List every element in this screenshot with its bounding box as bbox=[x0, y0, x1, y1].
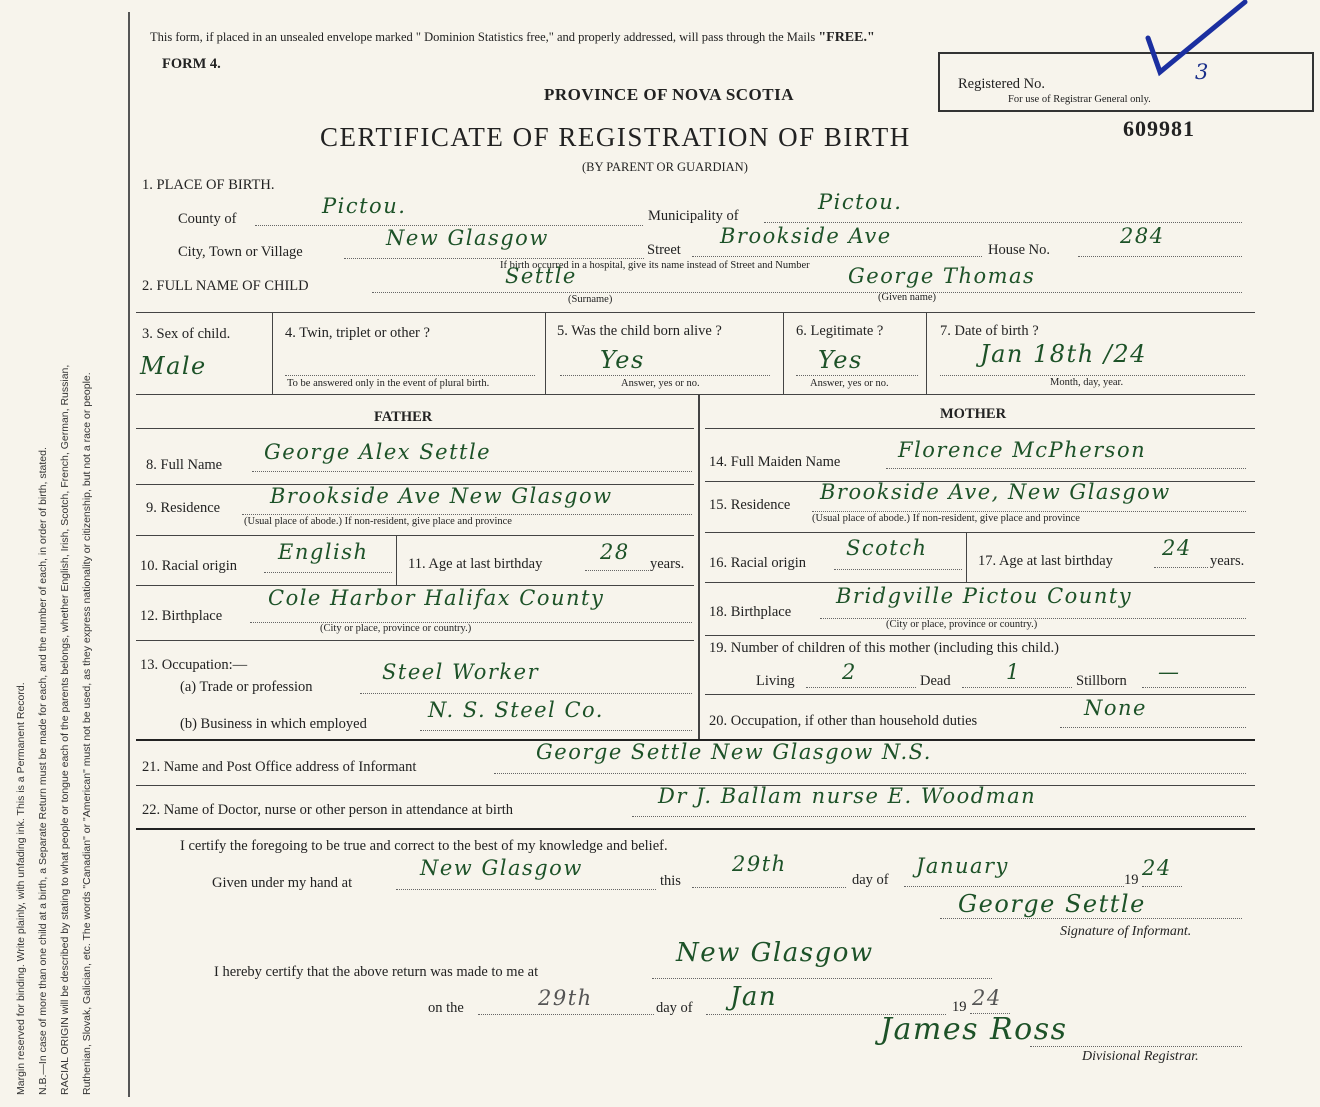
father-residence-note: (Usual place of abode.) If non-resident, give place and province bbox=[244, 516, 512, 527]
city-label: City, Town or Village bbox=[178, 244, 303, 260]
margin-note-1: Margin reserved for binding. Write plainly, with unfading ink. This is a Permanent Record. bbox=[15, 682, 27, 1095]
mother-heading: MOTHER bbox=[940, 406, 1007, 422]
mother-occupation-label: 20. Occupation, if other than household duties bbox=[709, 713, 978, 729]
county-label: County of bbox=[178, 211, 237, 227]
informant-signature-label: Signature of Informant. bbox=[1060, 924, 1192, 939]
municipality-label: Municipality of bbox=[648, 208, 739, 224]
registrar-day-of-label: day of bbox=[656, 1000, 693, 1016]
county-value: Pictou. bbox=[322, 194, 407, 218]
stillborn-label: Stillborn bbox=[1076, 673, 1127, 689]
certificate-title: CERTIFICATE OF REGISTRATION OF BIRTH bbox=[320, 122, 911, 152]
living-value: 2 bbox=[842, 660, 857, 684]
margin-note-4: Ruthenian, Slovak, Galician, etc. The words "Canadian" or "American" must not be used, as they express nationality or citizenship, but not a race or people. bbox=[81, 372, 93, 1095]
mail-notice: This form, if placed in an unsealed envelope marked " Dominion Statistics free," and properly addressed, will pass through the Mails "FREE." bbox=[150, 30, 875, 45]
child-surname: Settle bbox=[505, 264, 577, 288]
mother-name-label: 14. Full Maiden Name bbox=[709, 454, 841, 470]
date-of-birth-value: Jan 18th /24 bbox=[980, 340, 1147, 368]
registrar-day-value: 29th bbox=[538, 986, 593, 1010]
business-value: N. S. Steel Co. bbox=[428, 698, 604, 722]
father-age-label: 11. Age at last birthday bbox=[408, 556, 543, 572]
place-of-birth-label: 1. PLACE OF BIRTH. bbox=[142, 177, 275, 193]
mother-residence-note: (Usual place of abode.) If non-resident, give place and province bbox=[812, 513, 1080, 524]
certify-statement: I certify the foregoing to be true and correct to the best of my knowledge and belief. bbox=[180, 838, 668, 854]
father-birthplace-note: (City or place, province or country.) bbox=[320, 623, 472, 634]
registrar-signature-label: Divisional Registrar. bbox=[1082, 1049, 1199, 1064]
father-birthplace-label: 12. Birthplace bbox=[140, 608, 223, 624]
this-label: this bbox=[660, 873, 681, 889]
born-alive-value: Yes bbox=[600, 346, 645, 374]
registrar-statement: I hereby certify that the above return was made to me at bbox=[214, 964, 539, 980]
mother-age-value: 24 bbox=[1162, 536, 1192, 560]
blue-check-mark bbox=[1140, 0, 1250, 85]
twin-label: 4. Twin, triplet or other ? bbox=[285, 325, 430, 341]
father-years: years. bbox=[650, 556, 685, 572]
informant-value: George Settle New Glasgow N.S. bbox=[536, 740, 932, 764]
city-value: New Glasgow bbox=[386, 226, 549, 250]
registrar-year-value: 24 bbox=[972, 986, 1002, 1010]
mother-residence-label: 15. Residence bbox=[709, 497, 791, 513]
father-residence-value: Brookside Ave New Glasgow bbox=[270, 484, 613, 508]
margin-notes bbox=[10, 15, 98, 1095]
stillborn-value: — bbox=[1158, 660, 1181, 684]
registered-number-box bbox=[938, 52, 1314, 112]
dead-value: 1 bbox=[1006, 660, 1021, 684]
father-race-label: 10. Racial origin bbox=[140, 558, 238, 574]
given-year-value: 24 bbox=[1142, 856, 1172, 880]
given-month-value: January bbox=[916, 854, 1009, 878]
legitimate-label: 6. Legitimate ? bbox=[796, 323, 884, 339]
father-age-value: 28 bbox=[600, 540, 630, 564]
father-occupation-label: 13. Occupation:— bbox=[140, 657, 248, 673]
father-race-value: English bbox=[278, 540, 369, 564]
municipality-value: Pictou. bbox=[818, 190, 903, 214]
twin-note: To be answered only in the event of plural birth. bbox=[287, 378, 490, 389]
given-place-value: New Glasgow bbox=[420, 856, 583, 880]
registrar-year-prefix: 19 bbox=[952, 999, 967, 1015]
mother-occupation-value: None bbox=[1084, 696, 1147, 720]
day-of-label: day of bbox=[852, 872, 889, 888]
dead-label: Dead bbox=[920, 673, 951, 689]
born-alive-note: Answer, yes or no. bbox=[621, 378, 700, 389]
given-year-prefix: 19 bbox=[1124, 872, 1139, 888]
given-day-value: 29th bbox=[732, 852, 787, 876]
mother-birthplace-note: (City or place, province or country.) bbox=[886, 619, 1038, 630]
house-number-label: House No. bbox=[988, 242, 1051, 258]
hospital-note: If birth occurred in a hospital, give its name instead of Street and Number bbox=[500, 260, 810, 271]
trade-label: (a) Trade or profession bbox=[180, 679, 313, 695]
informant-signature: George Settle bbox=[958, 890, 1146, 918]
attendant-label: 22. Name of Doctor, nurse or other person in attendance at birth bbox=[142, 802, 514, 818]
margin-rule bbox=[128, 12, 130, 1097]
province-heading: PROVINCE OF NOVA SCOTIA bbox=[544, 85, 795, 104]
children-count-label: 19. Number of children of this mother (including this child.) bbox=[709, 640, 1059, 656]
sex-label: 3. Sex of child. bbox=[142, 326, 231, 342]
mother-race-label: 16. Racial origin bbox=[709, 555, 807, 571]
mother-birthplace-value: Bridgville Pictou County bbox=[836, 584, 1133, 608]
date-of-birth-note: Month, day, year. bbox=[1050, 377, 1124, 388]
certificate-subtitle: (BY PARENT OR GUARDIAN) bbox=[582, 160, 748, 174]
margin-note-3: RACIAL ORIGIN will be described by stating to what people or tongue each of the parents belongs, whether English, Irish, Scotch, French, German, Russian, bbox=[59, 364, 71, 1095]
registered-note: For use of Registrar General only. bbox=[1008, 94, 1151, 105]
mother-years: years. bbox=[1210, 553, 1245, 569]
registrar-month-value: Jan bbox=[730, 982, 778, 1012]
registrar-signature: James Ross bbox=[880, 1012, 1068, 1047]
living-label: Living bbox=[756, 673, 795, 689]
child-given-name: George Thomas bbox=[848, 264, 1036, 288]
mother-residence-value: Brookside Ave, New Glasgow bbox=[820, 480, 1171, 504]
form-number: FORM 4. bbox=[162, 56, 221, 72]
father-residence-label: 9. Residence bbox=[146, 500, 221, 516]
given-at-label: Given under my hand at bbox=[212, 875, 353, 891]
mother-name-value: Florence McPherson bbox=[898, 438, 1147, 462]
father-heading: FATHER bbox=[374, 409, 433, 425]
mother-age-label: 17. Age at last birthday bbox=[978, 553, 1113, 569]
informant-label: 21. Name and Post Office address of Informant bbox=[142, 759, 417, 775]
father-birthplace-value: Cole Harbor Halifax County bbox=[268, 586, 605, 610]
margin-note-2: N.B.—In case of more than one child at a birth, a Separate Return must be made for each, and the number of each, in order of birth, stated. bbox=[37, 447, 49, 1095]
father-name-value: George Alex Settle bbox=[264, 440, 492, 464]
given-name-note: (Given name) bbox=[878, 292, 937, 303]
sex-value: Male bbox=[140, 352, 207, 380]
registered-value: 3 bbox=[1195, 60, 1210, 84]
legitimate-value: Yes bbox=[818, 346, 863, 374]
mother-race-value: Scotch bbox=[846, 536, 928, 560]
house-number-value: 284 bbox=[1120, 224, 1165, 248]
attendant-value: Dr J. Ballam nurse E. Woodman bbox=[658, 784, 1037, 808]
date-of-birth-label: 7. Date of birth ? bbox=[940, 323, 1039, 339]
street-label: Street bbox=[647, 242, 681, 258]
born-alive-label: 5. Was the child born alive ? bbox=[557, 323, 722, 339]
registered-label: Registered No. bbox=[958, 76, 1045, 92]
child-name-label: 2. FULL NAME OF CHILD bbox=[142, 278, 309, 294]
legitimate-note: Answer, yes or no. bbox=[810, 378, 889, 389]
business-label: (b) Business in which employed bbox=[180, 716, 367, 732]
mother-birthplace-label: 18. Birthplace bbox=[709, 604, 792, 620]
street-value: Brookside Ave bbox=[720, 224, 892, 248]
on-the-label: on the bbox=[428, 1000, 464, 1016]
father-name-label: 8. Full Name bbox=[146, 457, 223, 473]
serial-number: 609981 bbox=[1123, 116, 1195, 141]
surname-note: (Surname) bbox=[568, 294, 613, 305]
trade-value: Steel Worker bbox=[382, 660, 540, 684]
registrar-place-value: New Glasgow bbox=[676, 938, 874, 968]
